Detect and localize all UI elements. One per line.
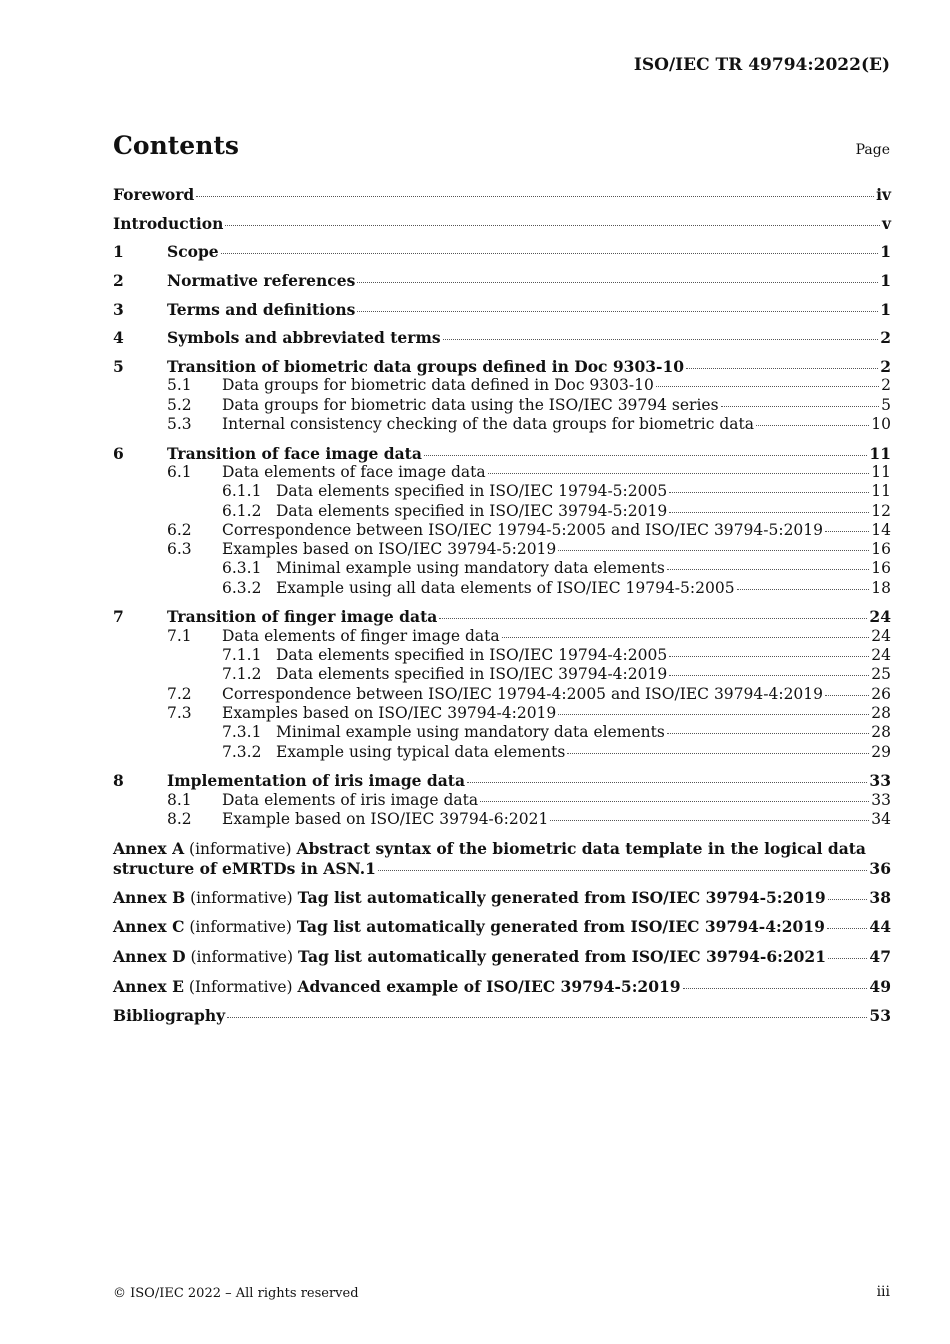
toc-entry-label: Minimal example using mandatory data elements bbox=[276, 559, 665, 578]
toc-entry[interactable] bbox=[113, 723, 891, 742]
toc-entry-page: 1 bbox=[880, 242, 891, 262]
dot-leader bbox=[227, 1017, 867, 1018]
annex-prefix: Annex A bbox=[113, 838, 185, 858]
dot-leader bbox=[737, 589, 870, 590]
toc-entry-page: 2 bbox=[881, 376, 891, 395]
annex-type: (informative) bbox=[189, 918, 292, 937]
toc-entry-label: Internal consistency checking of the data groups for biometric data bbox=[222, 415, 754, 434]
annex-type: (informative) bbox=[190, 947, 294, 966]
toc-entry[interactable] bbox=[113, 627, 891, 646]
toc-entry-page: 12 bbox=[871, 501, 891, 520]
toc-entry[interactable] bbox=[113, 396, 891, 415]
annex-type: (informative) bbox=[190, 888, 293, 907]
toc-entry[interactable] bbox=[113, 791, 891, 810]
toc-entry[interactable] bbox=[113, 328, 891, 347]
annex-type: (informative) bbox=[189, 839, 292, 858]
toc-entry-page: 11 bbox=[871, 463, 891, 481]
dot-leader bbox=[669, 492, 869, 493]
annex-entry-line bbox=[113, 947, 891, 967]
toc-entry-number: 5.2 bbox=[167, 395, 192, 414]
toc-entry[interactable] bbox=[113, 810, 891, 829]
annex-entry[interactable] bbox=[113, 839, 891, 879]
toc-entry-page: 29 bbox=[871, 742, 891, 761]
toc-entry-number: 6.3.2 bbox=[222, 578, 262, 597]
dot-leader bbox=[828, 899, 868, 900]
table-of-contents bbox=[113, 185, 891, 1026]
toc-entry-page: 24 bbox=[871, 646, 891, 665]
toc-entry-page: 33 bbox=[869, 771, 891, 791]
dot-leader bbox=[488, 473, 870, 474]
toc-entry-label: Transition of biometric data groups defined in Doc 9303-10 bbox=[167, 357, 685, 377]
annex-page: 44 bbox=[869, 917, 891, 937]
toc-entry-page: 11 bbox=[871, 482, 891, 501]
annex-page: 38 bbox=[869, 887, 891, 907]
toc-entry-number: 8 bbox=[113, 771, 124, 791]
dot-leader bbox=[667, 569, 869, 570]
toc-entry-page: 24 bbox=[869, 607, 891, 627]
toc-entry[interactable] bbox=[113, 685, 891, 704]
toc-entry-number: 6.3.1 bbox=[222, 559, 262, 578]
toc-entry-number: 7.3.2 bbox=[222, 742, 262, 761]
toc-entry-label: Data elements specified in ISO/IEC 19794-4:2005 bbox=[276, 646, 668, 665]
toc-entry-page: 2 bbox=[880, 357, 891, 377]
dot-leader bbox=[378, 870, 868, 871]
annex-label bbox=[113, 888, 826, 908]
toc-entry-label: Correspondence between ISO/IEC 19794-4:2005 and ISO/IEC 39794-4:2019 bbox=[222, 684, 824, 703]
toc-entry-number: 8.2 bbox=[167, 809, 192, 828]
annex-entry-line bbox=[113, 917, 891, 937]
toc-entry-page: 33 bbox=[871, 790, 891, 809]
toc-entry-label: Example based on ISO/IEC 39794-6:2021 bbox=[222, 809, 549, 828]
annex-page: 49 bbox=[869, 976, 891, 996]
toc-entry-label: Correspondence between ISO/IEC 19794-5:2005 and ISO/IEC 39794-5:2019 bbox=[222, 520, 824, 539]
toc-entry[interactable] bbox=[113, 771, 891, 790]
toc-entry-label: Terms and definitions bbox=[167, 299, 356, 319]
toc-entry-page: 2 bbox=[880, 328, 891, 348]
toc-entry-number: 7.1 bbox=[167, 626, 192, 645]
toc-entry-number: 5.3 bbox=[167, 415, 192, 434]
dot-leader bbox=[221, 253, 879, 254]
annex-entry[interactable] bbox=[113, 888, 891, 908]
annex-entry[interactable] bbox=[113, 917, 891, 937]
toc-entry-number: 6.1.1 bbox=[222, 482, 262, 501]
toc-entry-number: 7.1.2 bbox=[222, 665, 262, 684]
toc-entry-page: 11 bbox=[869, 443, 891, 463]
toc-entry-label: Transition of finger image data bbox=[167, 607, 438, 627]
toc-entry[interactable] bbox=[113, 704, 891, 723]
dot-leader bbox=[656, 386, 879, 387]
toc-entry-number: 8.1 bbox=[167, 790, 192, 809]
annex-title: Tag list automatically generated from ISO/IEC 39794-4:2019 bbox=[296, 917, 825, 937]
dot-leader bbox=[502, 637, 870, 638]
toc-entry-label: Data elements specified in ISO/IEC 39794-5:2019 bbox=[276, 501, 668, 520]
copyright-footer: © ISO/IEC 2022 – All rights reserved bbox=[113, 1286, 359, 1301]
toc-entry-label: Implementation of iris image data bbox=[167, 771, 466, 791]
toc-entry-page: 28 bbox=[871, 723, 891, 742]
toc-entry-page: 16 bbox=[871, 540, 891, 559]
dot-leader bbox=[669, 656, 869, 657]
toc-entry-page: v bbox=[881, 213, 891, 233]
toc-entry-number: 6.2 bbox=[167, 520, 192, 539]
annex-title: Abstract syntax of the biometric data template in the logical data bbox=[296, 838, 866, 858]
dot-leader bbox=[196, 196, 874, 197]
toc-entry-number: 5 bbox=[113, 357, 124, 377]
annex-label bbox=[113, 947, 826, 967]
dot-leader bbox=[357, 282, 878, 283]
toc-entry[interactable] bbox=[113, 540, 891, 559]
toc-entry-page: 1 bbox=[880, 299, 891, 319]
annex-title: Advanced example of ISO/IEC 39794-5:2019 bbox=[297, 976, 681, 996]
toc-entry-number: 3 bbox=[113, 299, 124, 319]
toc-entry-number: 7.3.1 bbox=[222, 723, 262, 742]
dot-leader bbox=[357, 311, 878, 312]
toc-entry-page: 1 bbox=[880, 271, 891, 291]
dot-leader bbox=[669, 675, 869, 676]
dot-leader bbox=[721, 406, 880, 407]
toc-entry-number: 6 bbox=[113, 443, 124, 463]
dot-leader bbox=[683, 988, 868, 989]
dot-leader bbox=[669, 512, 869, 513]
toc-entry-label: Data groups for biometric data using the ISO/IEC 39794 series bbox=[222, 395, 719, 414]
toc-entry-label: Normative references bbox=[167, 271, 356, 291]
toc-entry-number: 6.3 bbox=[167, 540, 192, 559]
dot-leader bbox=[558, 714, 869, 715]
toc-entry[interactable] bbox=[113, 357, 891, 376]
toc-entry-bibliography[interactable] bbox=[113, 1006, 891, 1025]
toc-entry-label: Example using typical data elements bbox=[276, 742, 566, 761]
toc-entry-label: Introduction bbox=[113, 213, 224, 233]
dot-leader bbox=[686, 368, 878, 369]
toc-entry-number: 4 bbox=[113, 328, 124, 348]
toc-entry-number: 1 bbox=[113, 242, 124, 262]
dot-leader bbox=[443, 339, 879, 340]
toc-entry[interactable] bbox=[113, 444, 891, 463]
toc-entry-number: 6.1.2 bbox=[222, 501, 262, 520]
bibliography-page: 53 bbox=[869, 1006, 891, 1026]
toc-entry[interactable] bbox=[113, 665, 891, 684]
toc-entry-label: Examples based on ISO/IEC 39794-5:2019 bbox=[222, 540, 557, 559]
toc-entry[interactable] bbox=[113, 185, 891, 204]
annex-title: Tag list automatically generated from ISO/IEC 39794-6:2021 bbox=[297, 946, 826, 966]
annex-prefix: Annex B bbox=[113, 887, 186, 907]
toc-entry-number: 7.1.1 bbox=[222, 646, 262, 665]
toc-entry-label: Examples based on ISO/IEC 39794-4:2019 bbox=[222, 703, 557, 722]
toc-entry[interactable] bbox=[113, 300, 891, 319]
toc-entry-page: iv bbox=[876, 185, 891, 204]
toc-entry-page: 18 bbox=[871, 578, 891, 597]
toc-entry-label: Data elements of finger image data bbox=[222, 626, 500, 645]
dot-leader bbox=[825, 695, 869, 696]
annex-label bbox=[113, 977, 681, 997]
dot-leader bbox=[439, 618, 867, 619]
annex-entry[interactable] bbox=[113, 977, 891, 997]
dot-leader bbox=[480, 801, 869, 802]
annex-page: 36 bbox=[869, 858, 891, 878]
annex-title: Tag list automatically generated from ISO/IEC 39794-5:2019 bbox=[297, 887, 826, 907]
dot-leader bbox=[756, 425, 869, 426]
toc-entry-label: Data elements of iris image data bbox=[222, 790, 479, 809]
toc-entry-label: Transition of face image data bbox=[167, 443, 422, 463]
toc-entry-page: 34 bbox=[871, 809, 891, 828]
toc-entry[interactable] bbox=[113, 521, 891, 540]
toc-entry[interactable] bbox=[113, 242, 891, 261]
annex-type: (Informative) bbox=[188, 977, 293, 996]
toc-entry-number: 7.2 bbox=[167, 684, 192, 703]
annex-entry-line bbox=[113, 859, 891, 878]
toc-entry-number: 2 bbox=[113, 271, 124, 291]
dot-leader bbox=[567, 753, 869, 754]
toc-entry-number: 6.1 bbox=[167, 463, 192, 481]
toc-entry[interactable] bbox=[113, 579, 891, 598]
toc-entry[interactable] bbox=[113, 271, 891, 290]
toc-entry-label: Data elements specified in ISO/IEC 19794-5:2005 bbox=[276, 482, 668, 501]
toc-entry-label: Example using all data elements of ISO/IEC 19794-5:2005 bbox=[276, 578, 735, 597]
page-column-label: Page bbox=[855, 142, 890, 158]
toc-entry[interactable] bbox=[113, 559, 891, 578]
toc-entry-label: Scope bbox=[167, 242, 219, 262]
dot-leader bbox=[225, 225, 880, 226]
toc-entry-page: 28 bbox=[871, 703, 891, 722]
toc-entry[interactable] bbox=[113, 214, 891, 233]
toc-entry-label: Minimal example using mandatory data elements bbox=[276, 723, 665, 742]
annex-prefix: Annex C bbox=[113, 917, 185, 937]
toc-entry-number: 7.3 bbox=[167, 703, 192, 722]
toc-entry[interactable] bbox=[113, 502, 891, 521]
toc-entry-label: Data elements of face image data bbox=[222, 463, 486, 481]
annex-prefix: Annex E bbox=[113, 976, 184, 996]
dot-leader bbox=[558, 550, 869, 551]
document-header: ISO/IEC TR 49794:2022(E) bbox=[633, 55, 890, 75]
toc-entry-page: 5 bbox=[881, 395, 891, 414]
dot-leader bbox=[825, 531, 869, 532]
page-number: iii bbox=[876, 1284, 890, 1300]
toc-entry-page: 25 bbox=[871, 665, 891, 684]
toc-entry-page: 24 bbox=[871, 626, 891, 645]
toc-entry-label: Symbols and abbreviated terms bbox=[167, 328, 441, 348]
dot-leader bbox=[424, 455, 868, 456]
bibliography-label: Bibliography bbox=[113, 1006, 226, 1026]
toc-entry-page: 14 bbox=[871, 520, 891, 539]
toc-entry[interactable] bbox=[113, 415, 891, 434]
annex-label bbox=[113, 917, 825, 937]
dot-leader bbox=[827, 928, 868, 929]
toc-entry[interactable] bbox=[113, 607, 891, 626]
toc-entry-page: 26 bbox=[871, 684, 891, 703]
annex-entry-line bbox=[113, 977, 891, 997]
toc-entry-number: 5.1 bbox=[167, 376, 192, 395]
toc-entry[interactable] bbox=[113, 482, 891, 501]
toc-entry-number: 7 bbox=[113, 607, 124, 627]
annex-page: 47 bbox=[869, 946, 891, 966]
dot-leader bbox=[828, 958, 867, 959]
dot-leader bbox=[550, 820, 869, 821]
toc-entry-label: Foreword bbox=[113, 185, 195, 204]
page-title: Contents bbox=[113, 131, 240, 160]
toc-entry[interactable] bbox=[113, 743, 891, 762]
toc-entry-label: Data groups for biometric data defined in Doc 9303-10 bbox=[222, 376, 654, 395]
toc-entry-page: 16 bbox=[871, 559, 891, 578]
annex-entry[interactable] bbox=[113, 947, 891, 967]
annex-prefix: Annex D bbox=[113, 946, 186, 966]
toc-entry[interactable] bbox=[113, 376, 891, 395]
toc-entry-page: 10 bbox=[871, 415, 891, 434]
annex-entry-line bbox=[113, 839, 891, 859]
annex-entry-line bbox=[113, 888, 891, 908]
toc-entry[interactable] bbox=[113, 463, 891, 482]
toc-entry-label: Data elements specified in ISO/IEC 39794-4:2019 bbox=[276, 665, 668, 684]
dot-leader bbox=[467, 782, 867, 783]
dot-leader bbox=[667, 733, 869, 734]
toc-entry[interactable] bbox=[113, 646, 891, 665]
annex-title-continued: structure of eMRTDs in ASN.1 bbox=[113, 858, 376, 878]
